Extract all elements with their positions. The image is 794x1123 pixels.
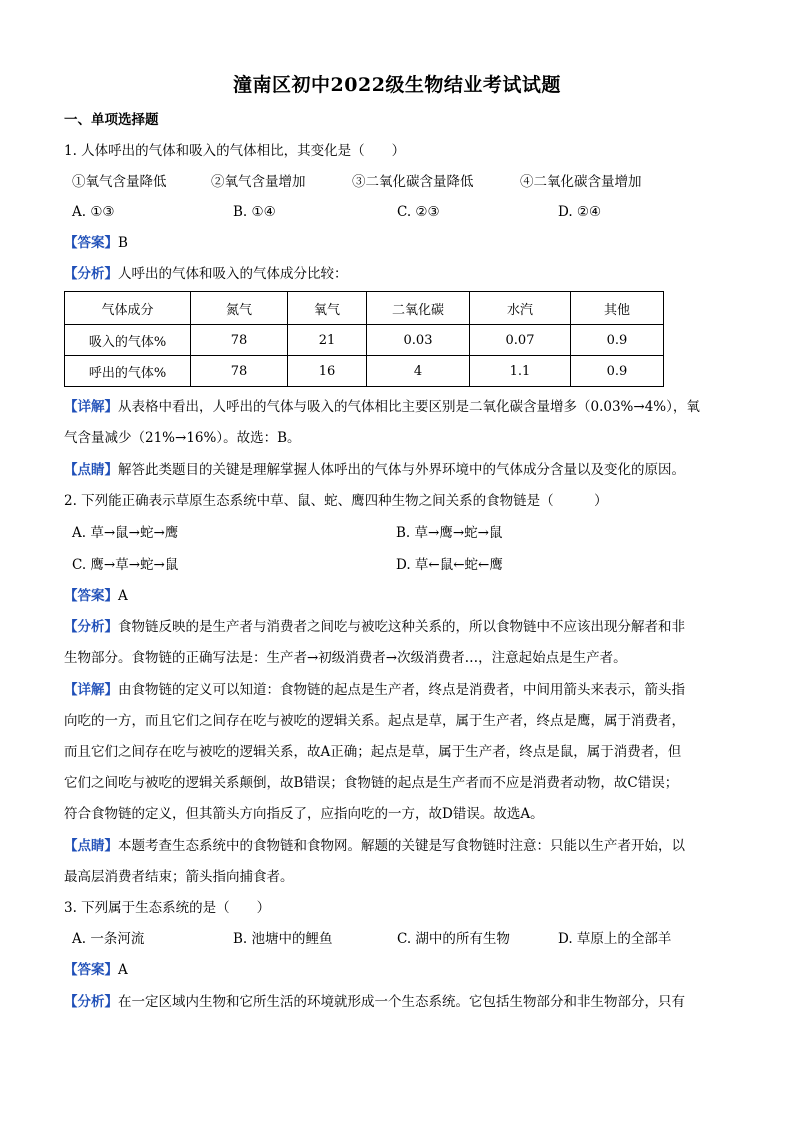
q2-option-b: B. 草→鹰→蛇→鼠	[396, 525, 503, 541]
detail-tag: 【详解】	[64, 399, 118, 415]
table-row	[65, 325, 664, 356]
detail-text: 由食物链的定义可以知道：食物链的起点是生产者，终点是消费者，中间用箭头来表示，箭头指	[118, 682, 685, 698]
comment-text: 本题考查生态系统中的食物链和食物网。解题的关键是写食物链时注意：只能以生产者开始，以	[118, 838, 685, 854]
table-cell: 78	[191, 325, 288, 356]
answer-tag: 【答案】	[64, 962, 118, 978]
q1-item-2: ②氧气含量增加	[211, 174, 306, 190]
q3-option-a: A. 一条河流	[72, 931, 145, 947]
q3-option-b: B. 池塘中的鲤鱼	[233, 931, 333, 947]
detail-tag: 【详解】	[64, 682, 118, 698]
table-cell: 0.9	[571, 356, 664, 387]
table-header-cell: 其他	[571, 292, 664, 325]
analysis-tag: 【分析】	[64, 619, 118, 635]
q2-detail-line-5: 符合食物链的定义，但其箭头方向指反了，应指向吃的一方，故D错误。故选A。	[64, 806, 544, 822]
comment-tag: 【点睛】	[64, 838, 118, 854]
analysis-text: 在一定区域内生物和它所生活的环境就形成一个生态系统。它包括生物部分和非生物部分，只有	[118, 994, 685, 1010]
q3-option-d: D. 草原上的全部羊	[558, 931, 672, 947]
q1-answer	[64, 233, 744, 253]
q2-analysis-line-2: 生物部分。食物链的正确写法是：生产者→初级消费者→次级消费者…，注意起始点是生产者。	[64, 650, 627, 666]
answer-tag: 【答案】	[64, 588, 118, 604]
analysis-text: 人呼出的气体和吸入的气体成分比较：	[118, 266, 348, 282]
table-cell: 吸入的气体%	[65, 325, 191, 356]
q1-detail-line-1	[64, 397, 744, 417]
q2-comment-line-1	[64, 836, 744, 856]
answer-value: A	[118, 588, 128, 604]
table-header-cell: 气体成分	[65, 292, 191, 325]
gas-composition-table	[64, 291, 664, 387]
q3-analysis	[64, 992, 744, 1012]
table-cell: 16	[288, 356, 367, 387]
q2-option-a: A. 草→鼠→蛇→鹰	[72, 525, 179, 541]
question-3-stem: 3. 下列属于生态系统的是（ ）	[64, 900, 271, 916]
table-header-cell: 氧气	[288, 292, 367, 325]
analysis-tag: 【分析】	[64, 266, 118, 282]
comment-tag: 【点睛】	[64, 462, 118, 478]
analysis-tag: 【分析】	[64, 994, 118, 1010]
table-header-cell: 水汽	[470, 292, 571, 325]
q1-analysis	[64, 264, 744, 284]
q1-option-c: C. ②③	[397, 204, 440, 220]
q2-option-c: C. 鹰→草→蛇→鼠	[72, 557, 179, 573]
table-cell: 0.07	[470, 325, 571, 356]
q1-option-d: D. ②④	[558, 204, 602, 220]
table-cell: 4	[367, 356, 470, 387]
table-cell: 0.03	[367, 325, 470, 356]
q3-answer	[64, 960, 744, 980]
q1-detail-line-2: 气含量减少（21%→16%）。故选：B。	[64, 430, 301, 446]
q2-answer	[64, 586, 744, 606]
q1-option-a: A. ①③	[72, 204, 115, 220]
table-header-cell: 氮气	[191, 292, 288, 325]
table-header-row	[65, 292, 664, 325]
q2-option-d: D. 草←鼠←蛇←鹰	[396, 557, 503, 573]
q1-item-1: ①氧气含量降低	[72, 174, 167, 190]
table-cell: 呼出的气体%	[65, 356, 191, 387]
analysis-text: 食物链反映的是生产者与消费者之间吃与被吃这种关系的，所以食物链中不应该出现分解者和非	[118, 619, 685, 635]
table-header-cell: 二氧化碳	[367, 292, 470, 325]
q2-analysis-line-1	[64, 617, 744, 637]
answer-value: A	[118, 962, 128, 978]
q1-item-3: ③二氧化碳含量降低	[352, 174, 474, 190]
table-cell: 1.1	[470, 356, 571, 387]
table-cell: 78	[191, 356, 288, 387]
page-title: 潼南区初中2022级生物结业考试试题	[233, 74, 561, 96]
q3-option-c: C. 湖中的所有生物	[397, 931, 510, 947]
answer-tag: 【答案】	[64, 235, 118, 251]
table-row	[65, 356, 664, 387]
section-heading: 一、单项选择题	[64, 112, 159, 128]
detail-text: 从表格中看出，人呼出的气体与吸入的气体相比主要区别是二氧化碳含量增多（0.03%→4%），氧	[118, 399, 700, 415]
q2-detail-line-1	[64, 680, 744, 700]
question-1-stem: 1. 人体呼出的气体和吸入的气体相比，其变化是（ ）	[64, 143, 406, 159]
q2-detail-line-4: 它们之间吃与被吃的逻辑关系颠倒，故B错误；食物链的起点是生产者而不应是消费者动物，故C错误；	[64, 775, 679, 791]
q2-comment-line-2: 最高层消费者结束；箭头指向捕食者。	[64, 869, 294, 885]
table-cell: 21	[288, 325, 367, 356]
q2-detail-line-3: 而且它们之间存在吃与被吃的逻辑关系，故A正确；起点是草，属于生产者，终点是鼠，属于消费者，但	[64, 744, 682, 760]
table-cell: 0.9	[571, 325, 664, 356]
comment-text: 解答此类题目的关键是理解掌握人体呼出的气体与外界环境中的气体成分含量以及变化的原因。	[118, 462, 685, 478]
q2-detail-line-2: 向吃的一方，而且它们之间存在吃与被吃的逻辑关系。起点是草，属于生产者，终点是鹰，属于消费者，	[64, 713, 685, 729]
question-2-stem: 2. 下列能正确表示草原生态系统中草、鼠、蛇、鹰四种生物之间关系的食物链是（ ）	[64, 493, 608, 509]
q1-item-4: ④二氧化碳含量增加	[520, 174, 642, 190]
q1-comment	[64, 460, 744, 480]
q1-option-b: B. ①④	[233, 204, 276, 220]
answer-value: B	[118, 235, 128, 251]
